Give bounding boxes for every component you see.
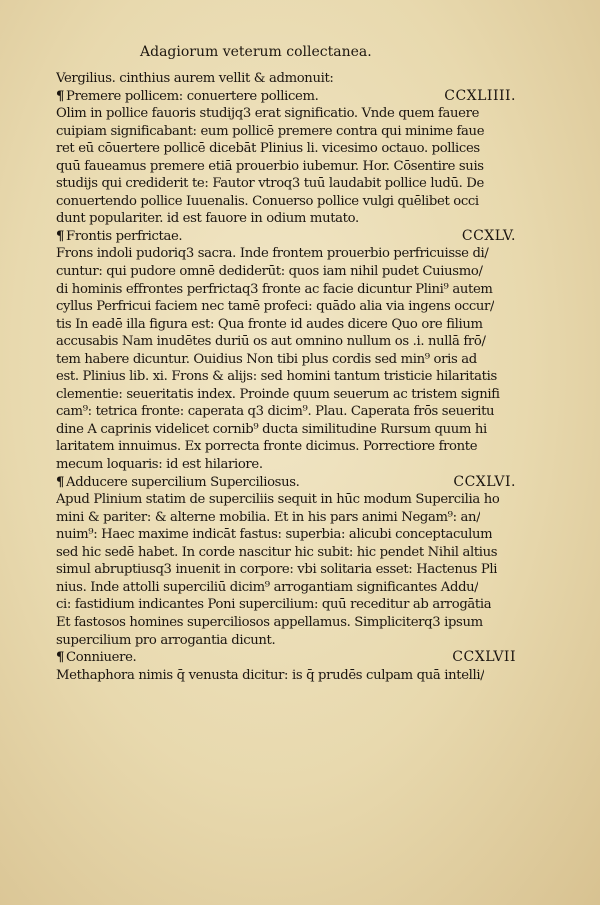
line-text [56,649,136,667]
line-content: ret eū cōuertere pollicē dicebāt Plinius li. vicesimo octauo. pollices [56,141,480,157]
line-text [56,509,480,527]
line-content: supercilium pro arrogantia dicunt. [56,632,276,648]
text-line [56,596,516,614]
line-text [56,526,492,544]
line-text [56,403,494,421]
line-content: quū faueamus premere etiā prouerbio iubemur. Hor. Cōsentire suis [56,158,484,174]
line-text [56,438,477,456]
text-line [56,298,516,316]
paragraph-mark: ¶ [56,650,65,666]
line-text [56,281,493,299]
text-line [56,614,516,632]
line-text [56,193,479,211]
line-content: clementie: seueritatis index. Proinde quum seuerum ac tristem signifi [56,386,500,402]
line-text [56,632,275,650]
adage-heading-line [56,88,516,106]
line-text [56,316,483,334]
line-text [56,368,497,386]
paragraph-mark: ¶ [56,474,65,490]
text-line [56,158,516,176]
line-content: mini & pariter: & alterne mobilia. Et in his pars animi Negam⁹: an/ [56,509,481,525]
line-content: Methaphora nimis q̄ venusta dicitur: is q̄ prudēs culpam quā intelli/ [56,667,485,683]
line-content: ci: fastidium indicantes Poni supercilium: quū receditur ab arrogātia [56,597,492,613]
adage-number: CCXLV. [461,227,516,244]
text-line [56,263,516,281]
line-content: tem habere dicuntur. Ouidius Non tibi plus cordis sed min⁹ oris ad [56,351,477,367]
line-content: Conniuere. [66,650,137,666]
text-line [56,281,516,299]
line-text [56,298,494,316]
line-content: nuim⁹: Haec maxime indicāt fastus: superbia: alicubi conceptaculum [56,527,493,543]
text-block [56,70,516,684]
adage-heading-line [56,228,516,246]
adage-heading-line [56,649,516,667]
line-text [56,88,318,106]
text-line [56,491,516,509]
text-line [56,123,516,141]
text-line [56,579,516,597]
line-content: cyllus Perfricui faciem nec tamē profeci: quādo alia via ingens occur/ [56,299,495,315]
line-content: Apud Plinium statim de superciliis sequit in hūc modum Supercilia ho [56,492,500,508]
line-content: di hominis effrontes perfrictaq3 fronte ac facie dicuntur Plini⁹ autem [56,281,493,297]
text-line [56,140,516,158]
line-text [56,140,480,158]
line-content: Vergilius. cinthius aurem vellit & admonuit: [56,71,334,86]
text-line [56,403,516,421]
text-line [56,210,516,228]
adage-number: CCXLVI. [453,473,516,490]
line-text [56,158,484,176]
line-text [56,105,479,123]
line-content: simul abruptiusq3 inuenit in corpore: vbi solitaria esset: Hactenus Pli [56,562,498,578]
line-content: Frontis perfrictae. [66,228,183,244]
line-content: cam⁹: tetrica fronte: caperata q3 dicim⁹. Plau. Caperata frōs seueritu [56,404,495,420]
paragraph-mark: ¶ [56,88,65,104]
line-text [56,596,491,614]
line-content: tis In eadē illa figura est: Qua fronte id audes dicere Quo ore filium [56,316,483,332]
line-content: conuertendo pollice Iuuenalis. Conuerso pollice vulgi quēlibet occi [56,193,479,209]
text-line [56,526,516,544]
text-line [56,175,516,193]
paragraph-mark: ¶ [56,228,65,244]
line-content: Et fastosos homines superciliosos appellamus. Simpliciterq3 ipsum [56,614,483,630]
text-line [56,368,516,386]
line-content: accusabis Nam inudētes duriū os aut omnino nullum os .i. nullā frō/ [56,334,486,350]
text-line [56,632,516,650]
line-content: Olim in pollice fauoris studijq3 erat significatio. Vnde quem fauere [56,106,480,122]
line-text [56,474,300,492]
line-text [56,491,499,509]
text-line [56,561,516,579]
line-text [56,667,484,685]
line-content: dunt populariter. id est fauore in odium mutato. [56,211,359,227]
line-text [56,614,483,632]
line-text [56,386,500,404]
line-text [56,228,182,246]
text-line [56,316,516,334]
line-content: Premere pollicem: conuertere pollicem. [66,88,319,104]
text-line [56,245,516,263]
text-line [56,105,516,123]
text-line [56,386,516,404]
line-text [56,421,487,439]
line-text [56,210,359,228]
line-text [56,456,263,474]
line-text [56,245,489,263]
line-text [56,263,483,281]
line-content: sed hic sedē habet. In corde nascitur hic subit: hic pendet Nihil altius [56,544,498,560]
line-content: Frons indoli pudoriq3 sacra. Inde frontem prouerbio perfricuisse di/ [56,246,489,262]
adage-heading-line [56,474,516,492]
line-text [56,70,334,88]
text-line [56,333,516,351]
line-text [56,175,484,193]
line-content: nius. Inde attolli superciliū dicim⁹ arrogantiam significantes Addu/ [56,579,479,595]
text-line [56,70,516,88]
line-content: cuntur: qui pudore omnē dediderūt: quos iam nihil pudet Cuiusmo/ [56,264,483,280]
text-line [56,509,516,527]
line-content: Adducere supercilium Superciliosus. [66,474,300,490]
adage-number: CCXLIIII. [444,87,516,104]
text-line [56,193,516,211]
line-text [56,123,484,141]
line-text [56,351,477,369]
text-line [56,544,516,562]
line-text [56,544,497,562]
text-line [56,667,516,685]
running-head: Adagiorum veterum collectanea. [140,44,372,60]
line-content: cuipiam significabant: eum pollicē premere contra qui minime faue [56,123,485,139]
text-line [56,438,516,456]
adage-number: CCXLVII [452,649,516,666]
line-text [56,579,478,597]
line-text [56,561,497,579]
text-line [56,421,516,439]
line-text [56,333,486,351]
line-content: studijs qui crediderit te: Fautor vtroq3 tuū laudabit pollice ludū. De [56,176,484,192]
line-content: dine A caprinis videlicet cornib⁹ ducta similitudine Rursum quum hi [56,421,487,437]
line-content: est. Plinius lib. xi. Frons & alijs: sed homini tantum tristicie hilaritatis [56,369,497,385]
text-line [56,456,516,474]
line-content: mecum loquaris: id est hilariore. [56,457,263,473]
text-line [56,351,516,369]
line-content: laritatem innuimus. Ex porrecta fronte dicimus. Porrectiore fronte [56,439,478,455]
